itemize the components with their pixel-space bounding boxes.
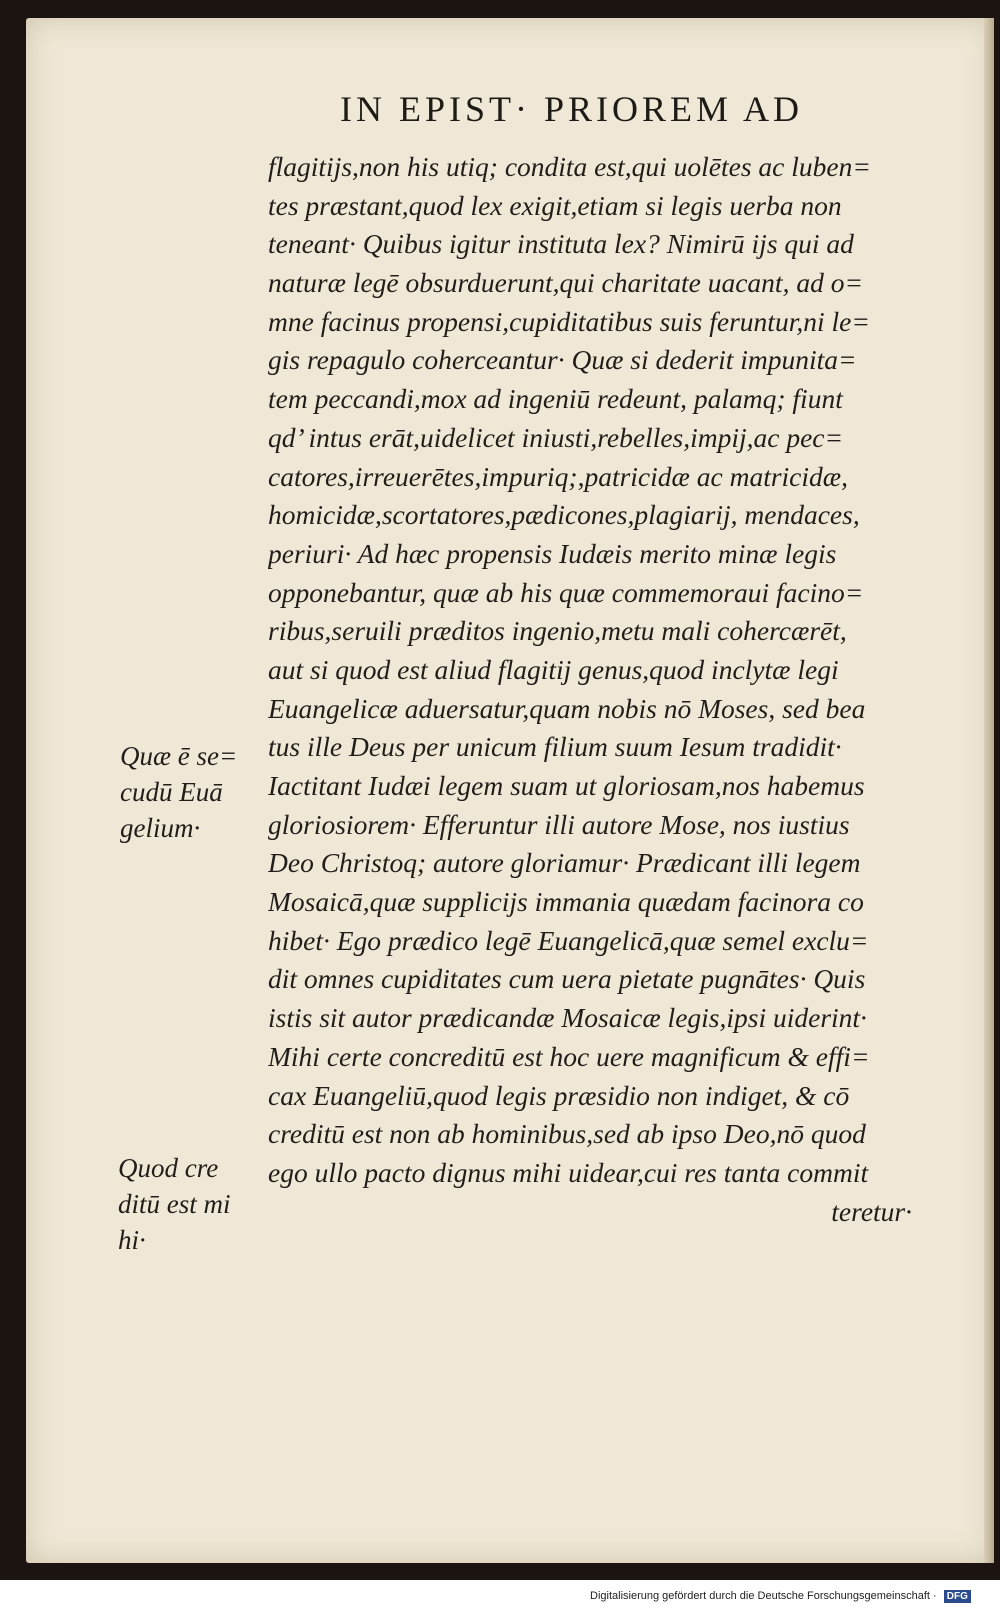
text-line: istis sit autor prædicandæ Mosaicæ legis,ipsi uiderint· (268, 1002, 867, 1034)
text-line: Mihi certe concreditū est hoc uere magnificum & effi= (268, 1040, 870, 1072)
text-line: Deo Christoq; autore gloriamur· Prædicant illi legem (268, 847, 861, 879)
text-line: gis repagulo coherceantur· Quæ si dederit impunita= (268, 344, 857, 376)
text-line: periuri· Ad hæc propensis Iudæis merito minæ legis (268, 537, 837, 569)
text-line: Mosaicā,quæ supplicijs immania quædam facinora co (268, 886, 864, 918)
text-line: dit omnes cupiditates cum uera pietate pugnātes· Quis (268, 963, 866, 995)
text-line: opponebantur, quæ ab his quæ commemoraui facino= (268, 576, 864, 608)
main-text-block (268, 148, 948, 1231)
text-line: ego ullo pacto dignus mihi uidear,cui res tanta commit (268, 1156, 869, 1188)
gloss-line: Quæ ē se= (120, 741, 238, 771)
text-line: homicidæ,scortatores,pædicones,plagiarij, mendaces, (268, 499, 860, 531)
text-line: Euangelicæ aduersatur,quam nobis nō Moses, sed bea (268, 692, 866, 724)
gloss-line: gelium· (120, 813, 201, 843)
marginal-gloss (118, 1150, 231, 1258)
text-line: mne facinus propensi,cupiditatibus suis feruntur,ni le= (268, 305, 870, 337)
dfg-logo: DFG (944, 1590, 971, 1603)
text-line: catores,irreuerētes,impuriq;,patricidæ ac matricidæ, (268, 460, 848, 492)
text-line: teneant· Quibus igitur instituta lex? Nimirū ijs qui ad (268, 228, 854, 260)
text-line: hibet· Ego prædico legē Euangelicā,quæ semel exclu= (268, 924, 869, 956)
marginal-gloss (120, 738, 237, 846)
text-line: tes præstant,quod lex exigit,etiam si legis uerba non (268, 189, 842, 221)
text-line: Iactitant Iudæi legem suam ut gloriosam,nos habemus (268, 770, 865, 801)
text-line: creditū est non ab hominibus,sed ab ipso Deo,nō quod (268, 1118, 866, 1150)
text-line: cax Euangeliū,quod legis præsidio non indiget, & cō (268, 1079, 850, 1111)
funding-credit (590, 1590, 990, 1606)
gloss-line: cudū Euā (120, 777, 223, 807)
gloss-line: hi· (118, 1225, 146, 1255)
text-line: naturæ legē obsurduerunt,qui charitate uacant, ad o= (268, 267, 863, 299)
page-edge (984, 18, 994, 1563)
text-line: aut si quod est aliud flagitij genus,quod inclytæ legi (268, 653, 839, 685)
text-line: ribus,seruili præditos ingenio,metu mali cohercærēt, (268, 615, 847, 647)
funding-credit-text: Digitalisierung gefördert durch die Deutsche Forschungsgemeinschaft · (590, 1590, 937, 1602)
gloss-line: Quod cre (118, 1153, 219, 1183)
gloss-line: ditū est mi (118, 1189, 231, 1219)
text-line: tem peccandi,mox ad ingeniū redeunt, palamq; fiunt (268, 383, 843, 415)
text-line-final: teretur· (831, 1195, 912, 1227)
text-line: gloriosiorem· Efferuntur illi autore Mose, nos iustius (268, 808, 850, 840)
running-title: IN EPIST· PRIOREM AD (340, 89, 804, 129)
text-line: flagitijs,non his utiq; condita est,qui uolētes ac luben= (268, 151, 871, 182)
text-line: tus ille Deus per unicum filium suum Iesum tradidit· (268, 731, 842, 763)
text-line: qd’ intus erāt,uidelicet iniusti,rebelles,impij,ac pec= (268, 421, 844, 453)
